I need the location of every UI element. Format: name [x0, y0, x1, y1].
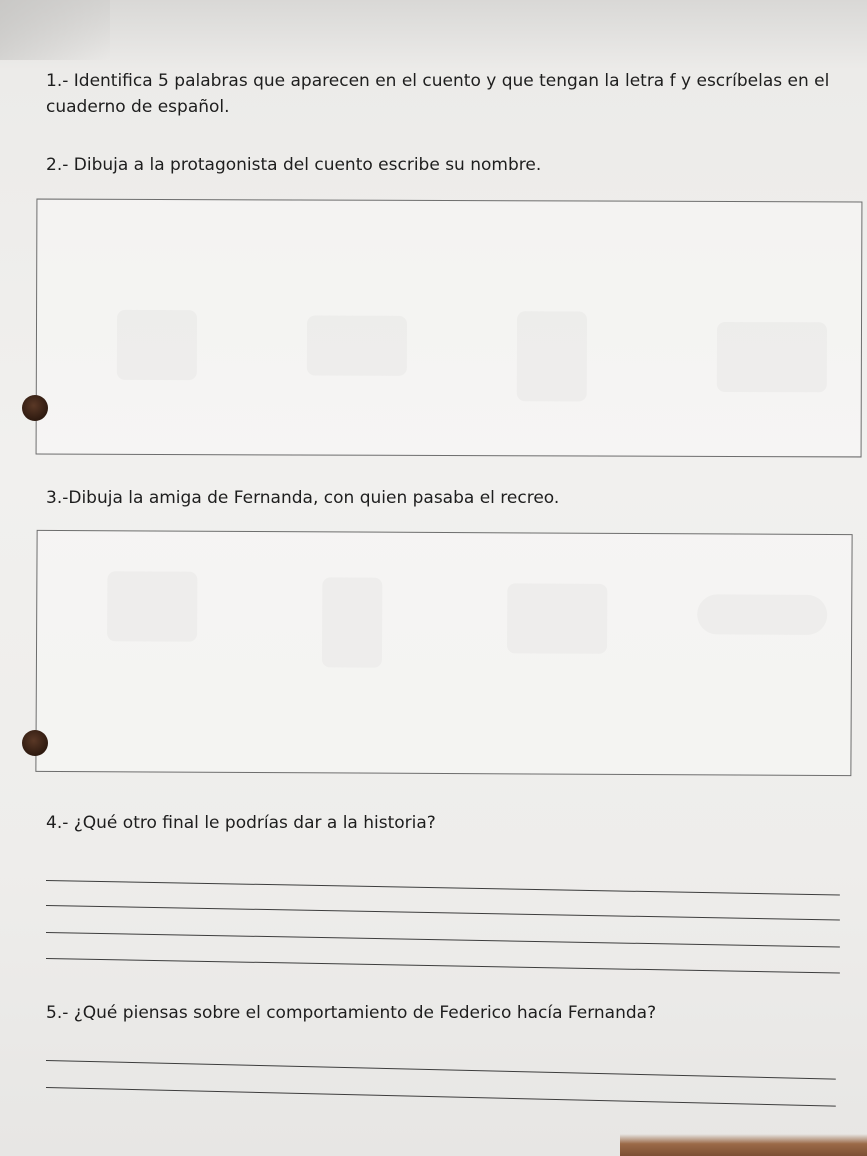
- bleed-through-shape: [507, 583, 607, 654]
- binder-hole-bottom: [22, 730, 48, 756]
- bleed-through-shape: [697, 594, 827, 635]
- answer-line[interactable]: [46, 905, 840, 921]
- drawing-box-friend[interactable]: [35, 530, 852, 776]
- bleed-through-shape: [717, 322, 827, 392]
- question-2: 2.- Dibuja a la protagonista del cuento escribe su nombre.: [46, 155, 542, 175]
- binder-hole-top: [22, 395, 48, 421]
- question-3: 3.-Dibuja la amiga de Fernanda, con quien pasaba el recreo.: [46, 488, 560, 508]
- question-1: 1.- Identifica 5 palabras que aparecen en el cuento y que tengan la letra f y escríbelas en el cuaderno de español.: [46, 71, 830, 118]
- drawing-box-protagonist[interactable]: [36, 199, 863, 458]
- bleed-through-shape: [517, 311, 587, 401]
- bleed-through-shape: [307, 316, 407, 376]
- answer-line[interactable]: [46, 958, 840, 974]
- question-5: 5.- ¿Qué piensas sobre el comportamiento de Federico hacía Fernanda?: [46, 1003, 657, 1023]
- answer-line[interactable]: [46, 932, 840, 948]
- answer-line[interactable]: [46, 1087, 836, 1107]
- answer-line[interactable]: [46, 880, 840, 896]
- bleed-through-shape: [107, 571, 197, 641]
- bleed-through-shape: [117, 310, 197, 380]
- bleed-through-shape: [322, 577, 382, 667]
- answer-line[interactable]: [46, 1060, 836, 1080]
- question-4: 4.- ¿Qué otro final le podrías dar a la historia?: [46, 813, 436, 833]
